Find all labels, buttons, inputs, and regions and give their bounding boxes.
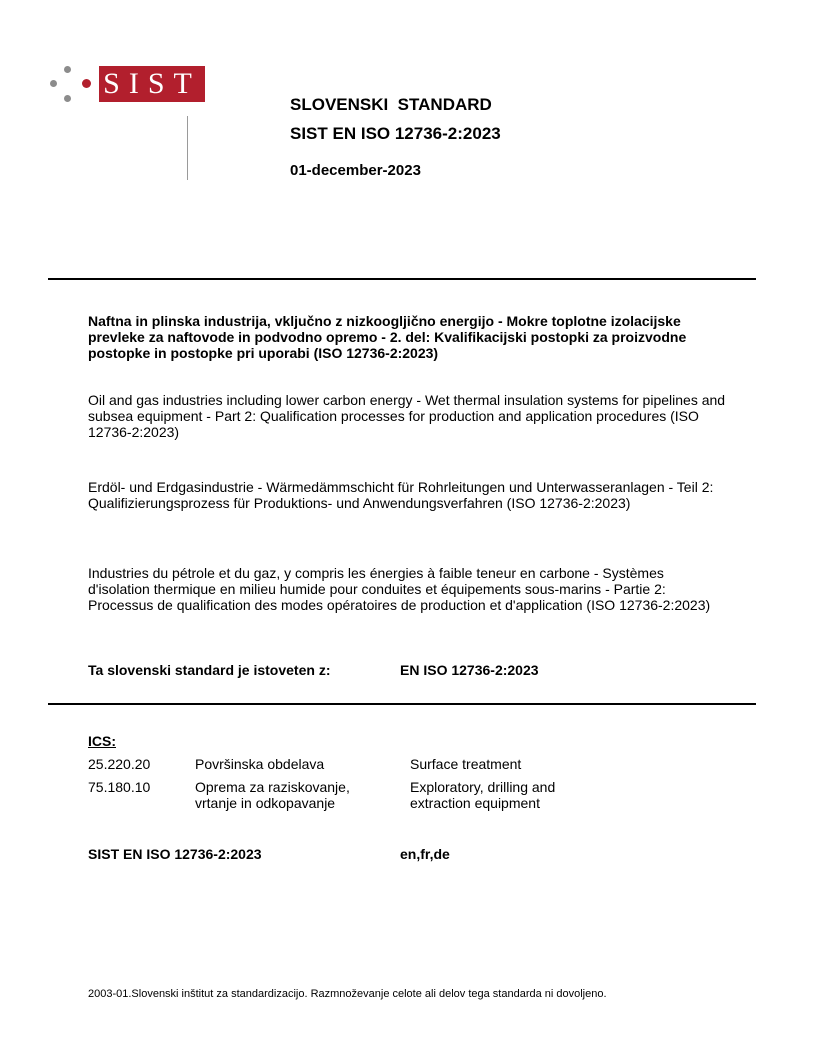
title-slovenian: Naftna in plinska industrija, vključno z nizkoogljično energijo - Mokre toplotne izolacijske prevleke za naftovode in podvodno opremo - 2. del: Kvalifikacijski postopki za proizvodne postopke in postopke pri uporabi (ISO 12736-2:2023) — [88, 313, 687, 361]
logo-wordmark: SIST — [99, 66, 205, 102]
copyright-notice: 2003-01.Slovenski inštitut za standardizacijo. Razmnoževanje celote ali delov tega standarda ni dovoljeno. — [88, 988, 607, 1000]
ics-description-en: Exploratory, drilling and extraction equipment — [410, 779, 556, 811]
ics-heading: ICS: — [88, 733, 116, 749]
footer-languages: en,fr,de — [400, 846, 450, 862]
middle-divider — [48, 703, 756, 705]
ics-code: 25.220.20 — [88, 756, 151, 772]
identical-value: EN ISO 12736-2:2023 — [400, 662, 539, 678]
footer-standard-number: SIST EN ISO 12736-2:2023 — [88, 846, 262, 862]
logo-dot-left — [50, 80, 57, 87]
logo-divider — [187, 116, 188, 180]
logo-dot-top — [64, 66, 71, 73]
logo-dot-red — [82, 79, 91, 88]
standard-number: SIST EN ISO 12736-2:2023 — [290, 124, 501, 143]
publication-date: 01-december-2023 — [290, 162, 421, 179]
ics-code: 75.180.10 — [88, 779, 151, 795]
ics-description-sl: Površinska obdelava — [195, 756, 325, 772]
ics-description-en: Surface treatment — [410, 756, 522, 772]
title-french: Industries du pétrole et du gaz, y compris les énergies à faible teneur en carbone - Systèmes d'isolation thermique en milieu humide pour conduites et équipements sous-marins - Partie 2: Processus de qualification des modes opératoires de production et d'application (ISO 12736-2:2023) — [88, 565, 711, 613]
top-divider — [48, 278, 756, 280]
sist-logo — [48, 62, 208, 122]
logo-dot-bottom — [64, 95, 71, 102]
title-german: Erdöl- und Erdgasindustrie - Wärmedämmschicht für Rohrleitungen und Unterwasseranlagen - Teil 2: Qualifizierungsprozess für Produktions- und Anwendungsverfahren (ISO 12736-2:2023) — [88, 479, 714, 511]
ics-description-sl: Oprema za raziskovanje, vrtanje in odkopavanje — [195, 779, 350, 811]
title-english: Oil and gas industries including lower carbon energy - Wet thermal insulation systems for pipelines and subsea equipment - Part 2: Qualification processes for production and application procedures (ISO 12736-2:2023) — [88, 392, 726, 440]
standard-type: SLOVENSKI STANDARD — [290, 95, 492, 114]
identical-label: Ta slovenski standard je istoveten z: — [88, 662, 331, 678]
